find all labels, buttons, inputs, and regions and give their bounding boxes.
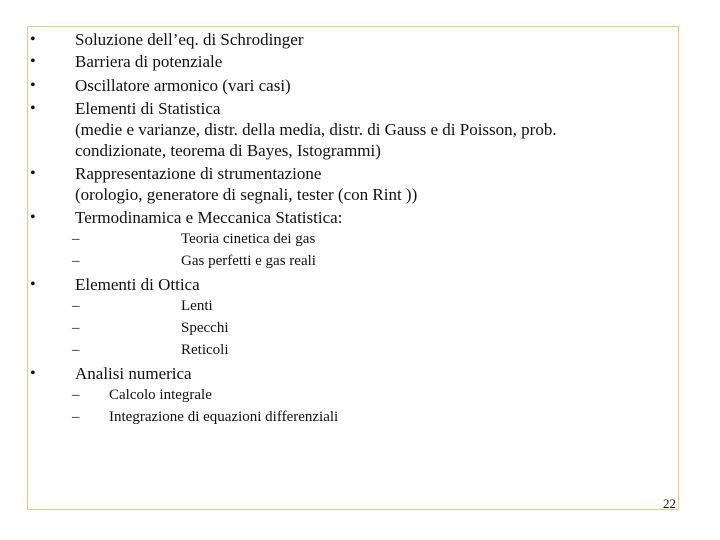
bullet-1: • xyxy=(30,31,36,48)
page-number: 22 xyxy=(663,496,676,511)
dash-8-2: – xyxy=(72,409,80,425)
item-4-detail-2: condizionate, teorema di Bayes, Istogrammi) xyxy=(75,141,381,160)
item-1-label: Soluzione dell’eq. di Schrodinger xyxy=(75,30,304,49)
dash-6-1: – xyxy=(72,231,80,247)
item-6-label: Termodinamica e Meccanica Statistica: xyxy=(75,208,343,227)
item-6-subitem-2: Gas perfetti e gas reali xyxy=(181,253,316,269)
item-2-label: Barriera di potenziale xyxy=(75,52,223,71)
item-8-subitem-2: Integrazione di equazioni differenziali xyxy=(109,409,339,425)
dash-6-2: – xyxy=(72,253,80,269)
dash-7-1: – xyxy=(72,298,80,314)
item-8-label: Analisi numerica xyxy=(75,364,192,383)
bullet-5: • xyxy=(30,165,36,182)
item-7-label: Elementi di Ottica xyxy=(75,275,200,294)
dash-8-1: – xyxy=(72,387,80,403)
bullet-8: • xyxy=(30,365,36,382)
bullet-3: • xyxy=(30,77,36,94)
bullet-7: • xyxy=(30,276,36,293)
dash-7-3: – xyxy=(72,342,80,358)
item-8-subitem-1: Calcolo integrale xyxy=(109,387,212,403)
item-3-label: Oscillatore armonico (vari casi) xyxy=(75,76,291,95)
bullet-6: • xyxy=(30,209,36,226)
item-6-subitem-1: Teoria cinetica dei gas xyxy=(181,231,316,247)
item-4-detail-1: (medie e varianze, distr. della media, distr. di Gauss e di Poisson, prob. xyxy=(75,120,557,139)
item-7-subitem-3: Reticoli xyxy=(181,342,229,358)
item-5-detail-1: (orologio, generatore di segnali, tester (con Rint )) xyxy=(75,185,418,204)
item-4-label: Elementi di Statistica xyxy=(75,99,221,118)
item-5-label: Rappresentazione di strumentazione xyxy=(75,164,322,183)
item-7-subitem-2: Specchi xyxy=(181,320,229,336)
bullet-4: • xyxy=(30,100,36,117)
dash-7-2: – xyxy=(72,320,80,336)
item-7-subitem-1: Lenti xyxy=(181,298,213,314)
bullet-2: • xyxy=(30,53,36,70)
